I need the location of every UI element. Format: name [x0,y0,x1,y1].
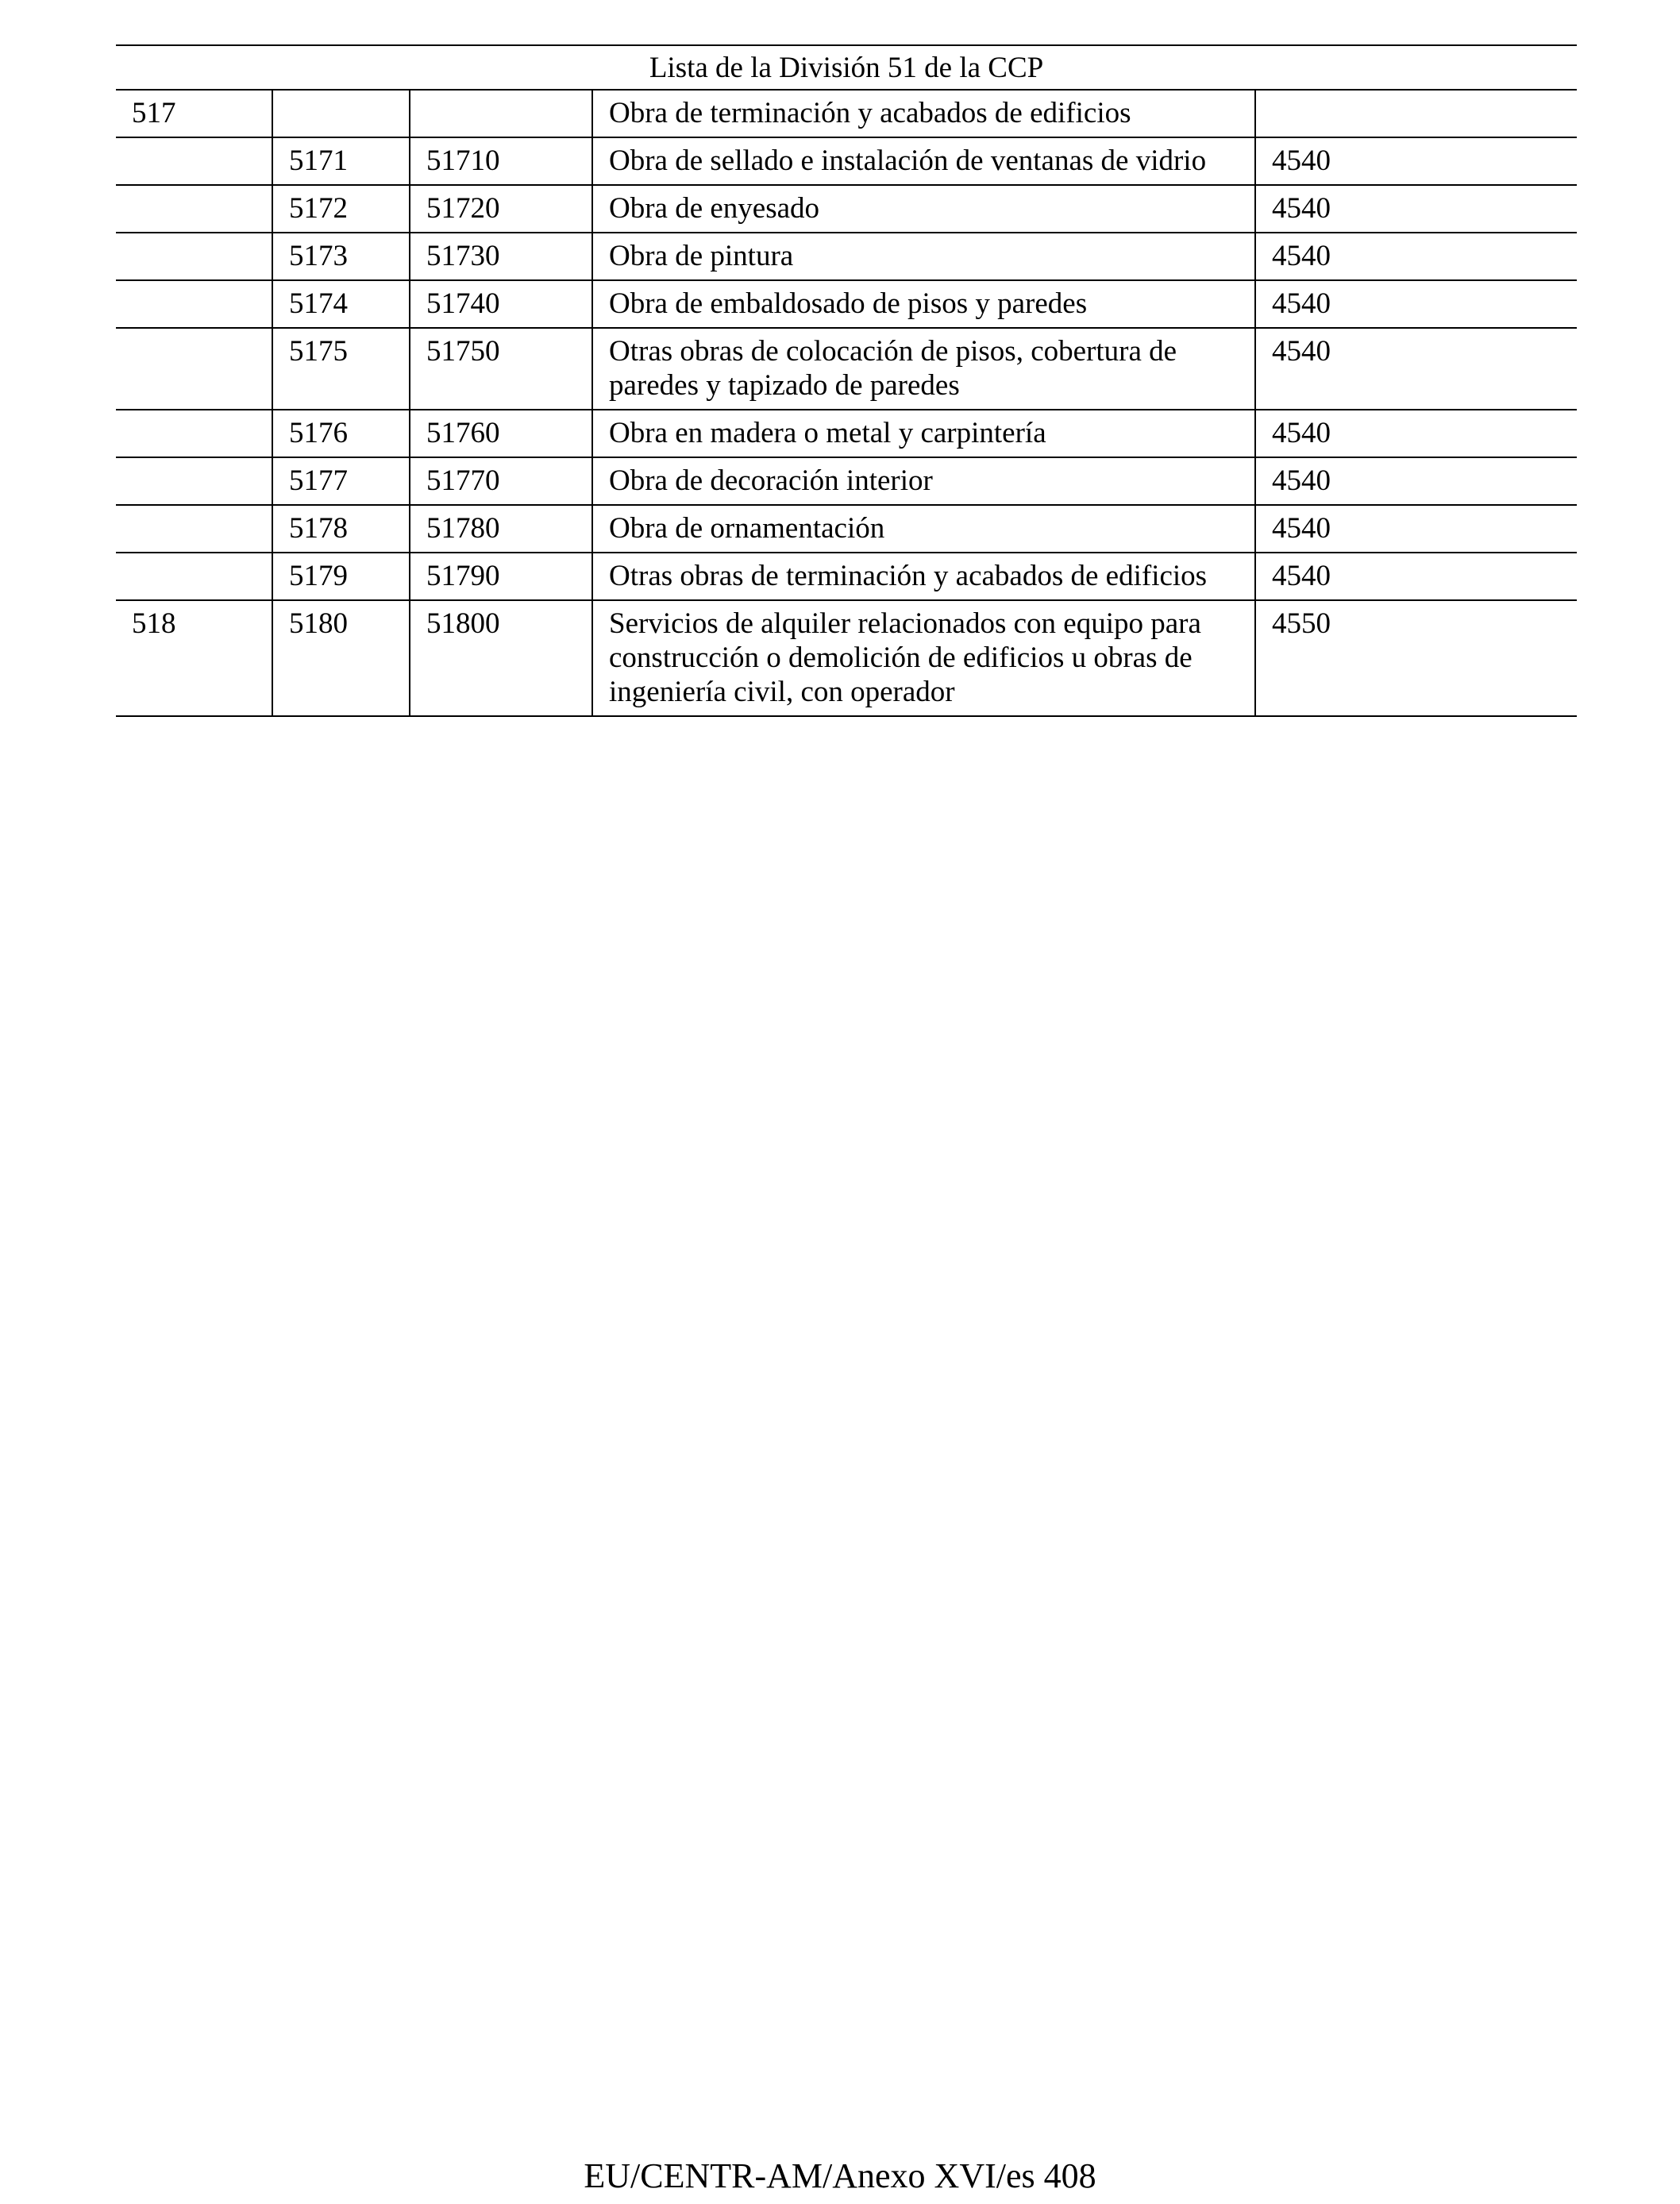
cell-description: Obra de embaldosado de pisos y paredes [592,280,1255,328]
cell-class-code: 5180 [272,600,410,716]
cell-section-code [116,457,272,505]
table-row [116,90,1577,137]
cell-section-code [116,553,272,600]
cell-section-code [116,505,272,553]
cell-isic-code: 4540 [1255,457,1577,505]
cell-class-code: 5171 [272,137,410,185]
cell-subclass-code [410,90,592,137]
cell-description: Otras obras de terminación y acabados de edificios [592,553,1255,600]
cell-class-code: 5176 [272,410,410,457]
cell-isic-code [1255,90,1577,137]
cell-isic-code: 4540 [1255,280,1577,328]
cell-subclass-code: 51720 [410,185,592,233]
cell-description: Otras obras de colocación de pisos, cobertura de paredes y tapizado de paredes [592,328,1255,410]
cell-isic-code: 4540 [1255,137,1577,185]
table-row [116,328,1577,410]
table-body [116,90,1577,716]
table-caption-row [116,45,1577,90]
table-row [116,233,1577,280]
table-row [116,280,1577,328]
cell-description: Obra de pintura [592,233,1255,280]
cell-subclass-code: 51750 [410,328,592,410]
table-row [116,505,1577,553]
cell-subclass-code: 51800 [410,600,592,716]
cell-description: Obra de terminación y acabados de edificios [592,90,1255,137]
cell-class-code: 5175 [272,328,410,410]
cell-description: Servicios de alquiler relacionados con equipo para construcción o demolición de edificios u obras de ingeniería civil, con operador [592,600,1255,716]
cell-class-code: 5174 [272,280,410,328]
cell-class-code: 5179 [272,553,410,600]
cell-section-code: 517 [116,90,272,137]
cell-subclass-code: 51740 [410,280,592,328]
cell-section-code [116,185,272,233]
table-caption: Lista de la División 51 de la CCP [116,45,1577,90]
cell-section-code [116,410,272,457]
table-row [116,457,1577,505]
cell-description: Obra de decoración interior [592,457,1255,505]
cell-subclass-code: 51710 [410,137,592,185]
table-row [116,600,1577,716]
cell-section-code [116,137,272,185]
cell-isic-code: 4540 [1255,505,1577,553]
cell-description: Obra de ornamentación [592,505,1255,553]
cell-class-code [272,90,410,137]
cell-section-code: 518 [116,600,272,716]
cell-class-code: 5172 [272,185,410,233]
cell-subclass-code: 51730 [410,233,592,280]
cell-class-code: 5178 [272,505,410,553]
cell-class-code: 5177 [272,457,410,505]
cell-description: Obra de sellado e instalación de ventanas de vidrio [592,137,1255,185]
table-row [116,410,1577,457]
ccp-division-table [116,44,1577,717]
cell-subclass-code: 51780 [410,505,592,553]
cell-section-code [116,280,272,328]
cell-isic-code: 4540 [1255,185,1577,233]
table-row [116,553,1577,600]
cell-class-code: 5173 [272,233,410,280]
cell-description: Obra en madera o metal y carpintería [592,410,1255,457]
cell-isic-code: 4540 [1255,553,1577,600]
cell-subclass-code: 51770 [410,457,592,505]
cell-subclass-code: 51790 [410,553,592,600]
cell-isic-code: 4540 [1255,233,1577,280]
cell-isic-code: 4540 [1255,410,1577,457]
cell-section-code [116,233,272,280]
cell-section-code [116,328,272,410]
cell-subclass-code: 51760 [410,410,592,457]
table-row [116,137,1577,185]
cell-description: Obra de enyesado [592,185,1255,233]
cell-isic-code: 4540 [1255,328,1577,410]
table-row [116,185,1577,233]
cell-isic-code: 4550 [1255,600,1577,716]
page-footer-reference: EU/CENTR-AM/Anexo XVI/es 408 [584,2156,1096,2195]
